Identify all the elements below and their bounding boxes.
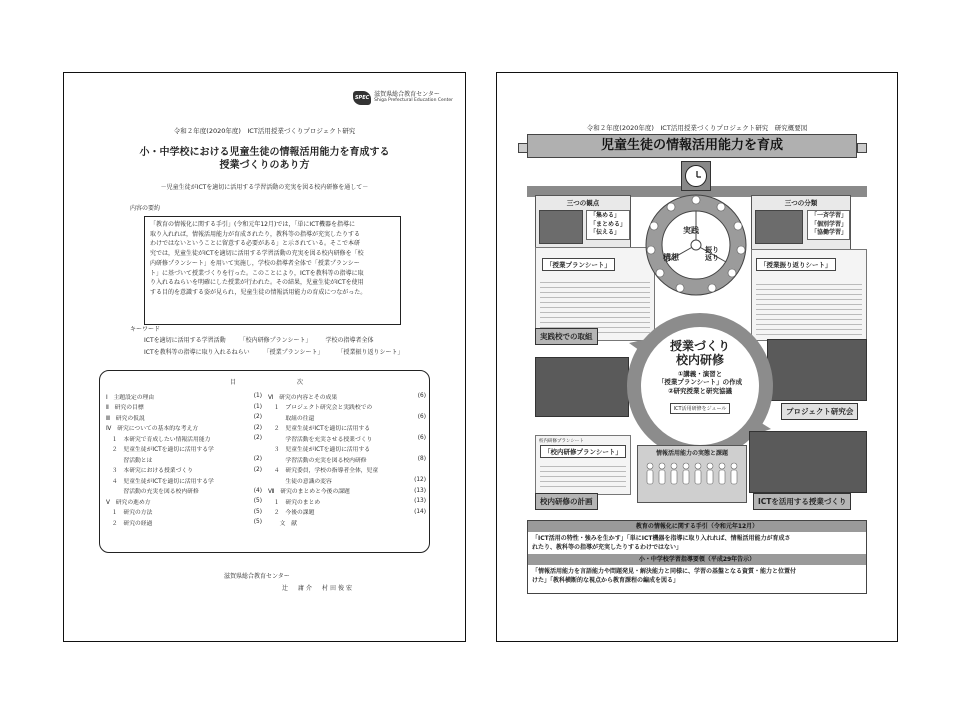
issues-box bbox=[637, 445, 747, 503]
research-overview-diagram bbox=[496, 72, 898, 642]
reference-body bbox=[528, 565, 866, 587]
toc-entry-title: ２ 研究の経過 bbox=[106, 520, 153, 527]
toc-entry bbox=[268, 402, 426, 413]
toc-entry-page: (13) bbox=[414, 487, 426, 494]
ict-training-module-label: ICT活用研修をジュール bbox=[670, 403, 731, 414]
issues-title: 情報活用能力の実態と課題 bbox=[655, 450, 728, 457]
author-organization: 滋賀県総合教育センター bbox=[224, 573, 290, 580]
diagram-year-line: 令和２年度(2020年度) ICT活用授業づくりプロジェクト研究 研究概要図 bbox=[586, 124, 808, 132]
three-views-title: 三つの観点 bbox=[566, 199, 600, 207]
center-training-box bbox=[642, 331, 758, 439]
keywords-row bbox=[144, 347, 404, 356]
toc-entry bbox=[268, 496, 426, 507]
toc-entry bbox=[106, 433, 262, 444]
toc-entry-title: Ⅱ 研究の目標 bbox=[106, 405, 144, 412]
center-title-line-1: 授業づくり bbox=[669, 339, 730, 353]
toc-entry-page: (4) bbox=[253, 487, 262, 494]
three-views-items bbox=[586, 210, 630, 240]
toc-entry-title: Ⅰ 主題設定の理由 bbox=[106, 394, 155, 401]
reflection-sheet-label: 「授業振り返りシート」 bbox=[756, 258, 836, 271]
toc-entry-title: 生徒の意識の変容 bbox=[268, 478, 332, 485]
toc-entry-page: (6) bbox=[417, 435, 426, 442]
toc-entry-title: ２ 児童生徒がICTを適切に活用する学 bbox=[106, 447, 214, 454]
toc-heading: 次 bbox=[297, 379, 304, 386]
toc-entry-page: (13) bbox=[414, 498, 426, 505]
keyword: ICTを教科等の指導に取り入れるねらい bbox=[144, 349, 250, 356]
meeting-photo bbox=[767, 339, 867, 401]
abstract-line: ト」に基づいて授業づくりを行った。このことにより，ICTを教科等の指導に取 bbox=[150, 269, 364, 277]
training-plan-label: 校内研修の計画 bbox=[535, 493, 598, 510]
toc-entry-title: Ⅲ 研究の仮説 bbox=[106, 415, 145, 422]
keywords-row bbox=[144, 335, 374, 344]
goal-banner: 児童生徒の情報活用能力を育成 bbox=[527, 134, 857, 158]
toc-entry-page: (2) bbox=[253, 414, 262, 421]
category-item: 「個別学習」 bbox=[811, 220, 848, 228]
classroom-photo bbox=[755, 210, 803, 244]
cycle-practice: 実践 bbox=[683, 226, 699, 235]
toc-entry-page: (5) bbox=[253, 519, 262, 526]
toc-entry bbox=[268, 433, 426, 444]
table-of-contents bbox=[99, 370, 430, 553]
toc-entry bbox=[268, 412, 426, 423]
toc-entry bbox=[268, 507, 426, 518]
center-item-1-line-2: 「授業プランシート」の作成 bbox=[657, 378, 743, 387]
keyword: ICTを適切に活用する学習活動 bbox=[144, 337, 226, 344]
toc-entry-page: (1) bbox=[253, 403, 262, 410]
classroom-photo bbox=[539, 210, 583, 244]
abstract-line: 究では，児童生徒がICTを適切に活用する学習活動の充実を図る校内研修を「校 bbox=[150, 250, 364, 258]
keywords-label: キーワード bbox=[130, 326, 161, 333]
center-title-line-2: 校内研修 bbox=[675, 353, 724, 368]
toc-entry bbox=[106, 475, 262, 486]
toc-entry-title: １ 研究の方法 bbox=[106, 510, 153, 517]
report-title-line-1: 小・中学校における児童生徒の情報活用能力を育成する bbox=[139, 147, 390, 158]
cycle-reflect bbox=[705, 247, 719, 262]
report-subtitle: －児童生徒がICTを適切に活用する学習活動の充実を図る校内研修を通して－ bbox=[160, 184, 369, 191]
center-title bbox=[642, 339, 758, 368]
abstract-line: する目的を意識する姿が見られ，児童生徒の情報活用能力の育成につながった。 bbox=[150, 289, 367, 297]
toc-entry-page: (14) bbox=[414, 508, 426, 515]
view-item: 「伝える」 bbox=[590, 229, 621, 237]
toc-entry-page: (8) bbox=[417, 456, 426, 463]
toc-entry-title: ４ 研究委員，学校の指導者全体，児童 bbox=[268, 468, 379, 475]
lesson-photo bbox=[535, 357, 629, 417]
toc-entry-title: 習活動とは bbox=[106, 457, 153, 464]
toc-entry-page: (2) bbox=[253, 456, 262, 463]
practice-school-label: 実践校での取組 bbox=[535, 328, 598, 345]
training-sheet-header: 校内研修プランシート bbox=[539, 439, 584, 444]
toc-entry bbox=[106, 517, 262, 528]
reference-body bbox=[528, 532, 866, 554]
abstract-box bbox=[144, 216, 401, 325]
center-logo bbox=[353, 91, 453, 105]
toc-entry-title: ３ 児童生徒がICTを適切に活用する bbox=[268, 447, 371, 454]
reference-line: 「情報活用能力を言語能力や問題発見・解決能力と同様に、学習の基盤となる資質・能力と位置付 bbox=[532, 568, 797, 575]
toc-entry-title: 学習活動の充実を図る校内研修 bbox=[268, 457, 367, 464]
plan-sheet-label: 「授業プランシート」 bbox=[542, 258, 615, 271]
toc-entry-page: (2) bbox=[253, 466, 262, 473]
toc-entry-title: Ⅵ 研究の内容とその成果 bbox=[268, 394, 338, 401]
toc-entry bbox=[106, 486, 262, 497]
spec-logo-icon: SPEC bbox=[353, 91, 371, 105]
keyword: 「授業振り返りシート」 bbox=[337, 349, 404, 356]
abstract-line: 内研修プランシート」を用いて実施し，学校の指導者全体で「授業プランシー bbox=[150, 259, 360, 267]
logo-name-jp: 滋賀県総合教育センター bbox=[374, 91, 440, 99]
toc-column-left bbox=[106, 391, 262, 528]
toc-entry-title: Ⅴ 研究の進め方 bbox=[106, 499, 151, 506]
training-sheet-label: 「校内研修プランシート」 bbox=[540, 445, 626, 458]
abstract-line: 「教育の情報化に関する手引」(令和元年12月)では，「単にICT機器を指導に bbox=[150, 221, 355, 228]
keyword: 「授業プランシート」 bbox=[263, 349, 324, 356]
toc-entry bbox=[106, 412, 262, 423]
cycle-design: 構想 bbox=[663, 253, 679, 262]
toc-entry bbox=[106, 402, 262, 413]
year-line: 令和２年度(2020年度) ICT活用授業づくりプロジェクト研究 bbox=[173, 127, 356, 135]
toc-entry bbox=[268, 486, 426, 497]
toc-entry-page: (6) bbox=[417, 414, 426, 421]
ict-lesson-label: ICTを活用する授業づくり bbox=[753, 493, 851, 510]
toc-entry bbox=[268, 423, 426, 434]
toc-entry-title: Ⅳ 研究についての基本的な考え方 bbox=[106, 426, 199, 433]
toc-entry bbox=[268, 444, 426, 455]
toc-entry bbox=[106, 496, 262, 507]
toc-entry-title: １ プロジェクト研究会と実践校での bbox=[268, 405, 373, 412]
reference-heading: 教育の情報化に関する手引（令和元年12月） bbox=[528, 521, 866, 532]
toc-entry-page: (1) bbox=[253, 393, 262, 400]
three-categories-items bbox=[807, 210, 850, 240]
toc-entry-page: (12) bbox=[414, 477, 426, 484]
reference-line: 「ICT活用の特性・強みを生かす」「単にICT機器を指導に取り入れれば、情報活用能力が育成さ bbox=[532, 535, 791, 542]
author-names: 辻 庸介 村田俊宏 bbox=[282, 585, 355, 592]
toc-entry-title: ２ 今後の課題 bbox=[268, 510, 315, 517]
reference-box bbox=[527, 520, 867, 594]
toc-entry bbox=[268, 391, 426, 402]
toc-entry bbox=[106, 423, 262, 434]
toc-entry bbox=[268, 517, 426, 528]
toc-entry bbox=[106, 454, 262, 465]
view-item: 「集める」 bbox=[590, 212, 621, 219]
abstract-label: 内容の要約 bbox=[130, 205, 161, 212]
toc-entry bbox=[106, 391, 262, 402]
reference-line: けた」「教科横断的な視点から教育課程の編成を図る」 bbox=[532, 577, 680, 584]
clock-tower bbox=[681, 161, 711, 191]
toc-heading: 目 bbox=[230, 379, 237, 386]
reference-line: れたり、教科等の指導が充実したりするわけではない」 bbox=[532, 544, 683, 551]
toc-entry-title: １ 研究のまとめ bbox=[268, 499, 321, 506]
keyword: 学校の指導者全体 bbox=[325, 337, 374, 344]
toc-entry-page: (2) bbox=[253, 435, 262, 442]
toc-entry-title: ４ 児童生徒がICTを適切に活用する学 bbox=[106, 478, 214, 485]
toc-entry-page: (2) bbox=[253, 424, 262, 431]
report-cover-page bbox=[63, 72, 466, 642]
toc-entry bbox=[106, 444, 262, 455]
ict-lesson-photo bbox=[749, 431, 867, 493]
toc-entry-title: 習活動の充実を図る校内研修 bbox=[106, 489, 199, 496]
toc-entry-page: (6) bbox=[417, 393, 426, 400]
abstract-line: 取り入れれば，情報活用能力が育成されたり，教科等の指導が充実したりする bbox=[150, 230, 361, 238]
center-item-2: ②研究授業と研究協議 bbox=[667, 386, 732, 395]
abstract-line: り入れるねらいを明確にした授業が行われた。その結果，児童生徒がICTを使用 bbox=[150, 279, 364, 287]
toc-entry-title: 学習活動を充実させる授業づくり bbox=[268, 436, 373, 443]
toc-entry-title: 取組の往還 bbox=[268, 415, 315, 422]
toc-entry-title: １ 本研究で育成したい情報活用能力 bbox=[106, 436, 211, 443]
toc-entry-title: Ⅶ 研究のまとめと今後の課題 bbox=[268, 489, 350, 496]
toc-entry-title: ２ 児童生徒がICTを適切に活用する bbox=[268, 426, 371, 433]
center-item-1-line-1: ①講義・演習と bbox=[677, 369, 723, 378]
toc-entry-page: (5) bbox=[253, 508, 262, 515]
abstract-line: わけではないということに留意する必要がある」と示されている。そこで本研 bbox=[150, 240, 361, 248]
cycle-reflect-line-2: 返り bbox=[705, 253, 719, 262]
cycle-reflect-line-1: 振り bbox=[705, 246, 719, 254]
sheet-rows bbox=[540, 462, 626, 490]
toc-entry bbox=[268, 454, 426, 465]
view-item: 「まとめる」 bbox=[590, 220, 627, 228]
project-meeting-label: プロジェクト研究会 bbox=[781, 403, 858, 420]
toc-entry bbox=[268, 465, 426, 476]
student-figures bbox=[638, 457, 746, 495]
toc-column-right bbox=[268, 391, 426, 528]
reference-heading: 小・中学校学習指導要領（平成29年告示） bbox=[528, 554, 866, 565]
toc-entry-title: ３ 本研究における授業づくり bbox=[106, 468, 193, 475]
toc-entry bbox=[106, 507, 262, 518]
logo-name-en: Shiga Prefectural Education Center bbox=[374, 97, 453, 103]
toc-entry-page: (5) bbox=[253, 498, 262, 505]
practice-cycle-diagram bbox=[644, 193, 748, 297]
center-item-1 bbox=[642, 370, 758, 387]
category-item: 「一斉学習」 bbox=[811, 212, 848, 219]
report-title bbox=[64, 146, 465, 172]
clock-icon bbox=[685, 165, 707, 187]
keyword: 「校内研修プランシート」 bbox=[239, 337, 312, 344]
toc-entry bbox=[106, 465, 262, 476]
three-categories-title: 三つの分類 bbox=[784, 199, 818, 207]
student-figure-icons bbox=[644, 461, 740, 491]
report-title-line-2: 授業づくりのあり方 bbox=[219, 160, 310, 171]
banner-tab bbox=[857, 143, 867, 153]
toc-entry bbox=[268, 475, 426, 486]
training-plan-sheet bbox=[535, 435, 631, 495]
toc-entry-title: 文 献 bbox=[268, 520, 297, 527]
category-item: 「協働学習」 bbox=[811, 229, 848, 237]
